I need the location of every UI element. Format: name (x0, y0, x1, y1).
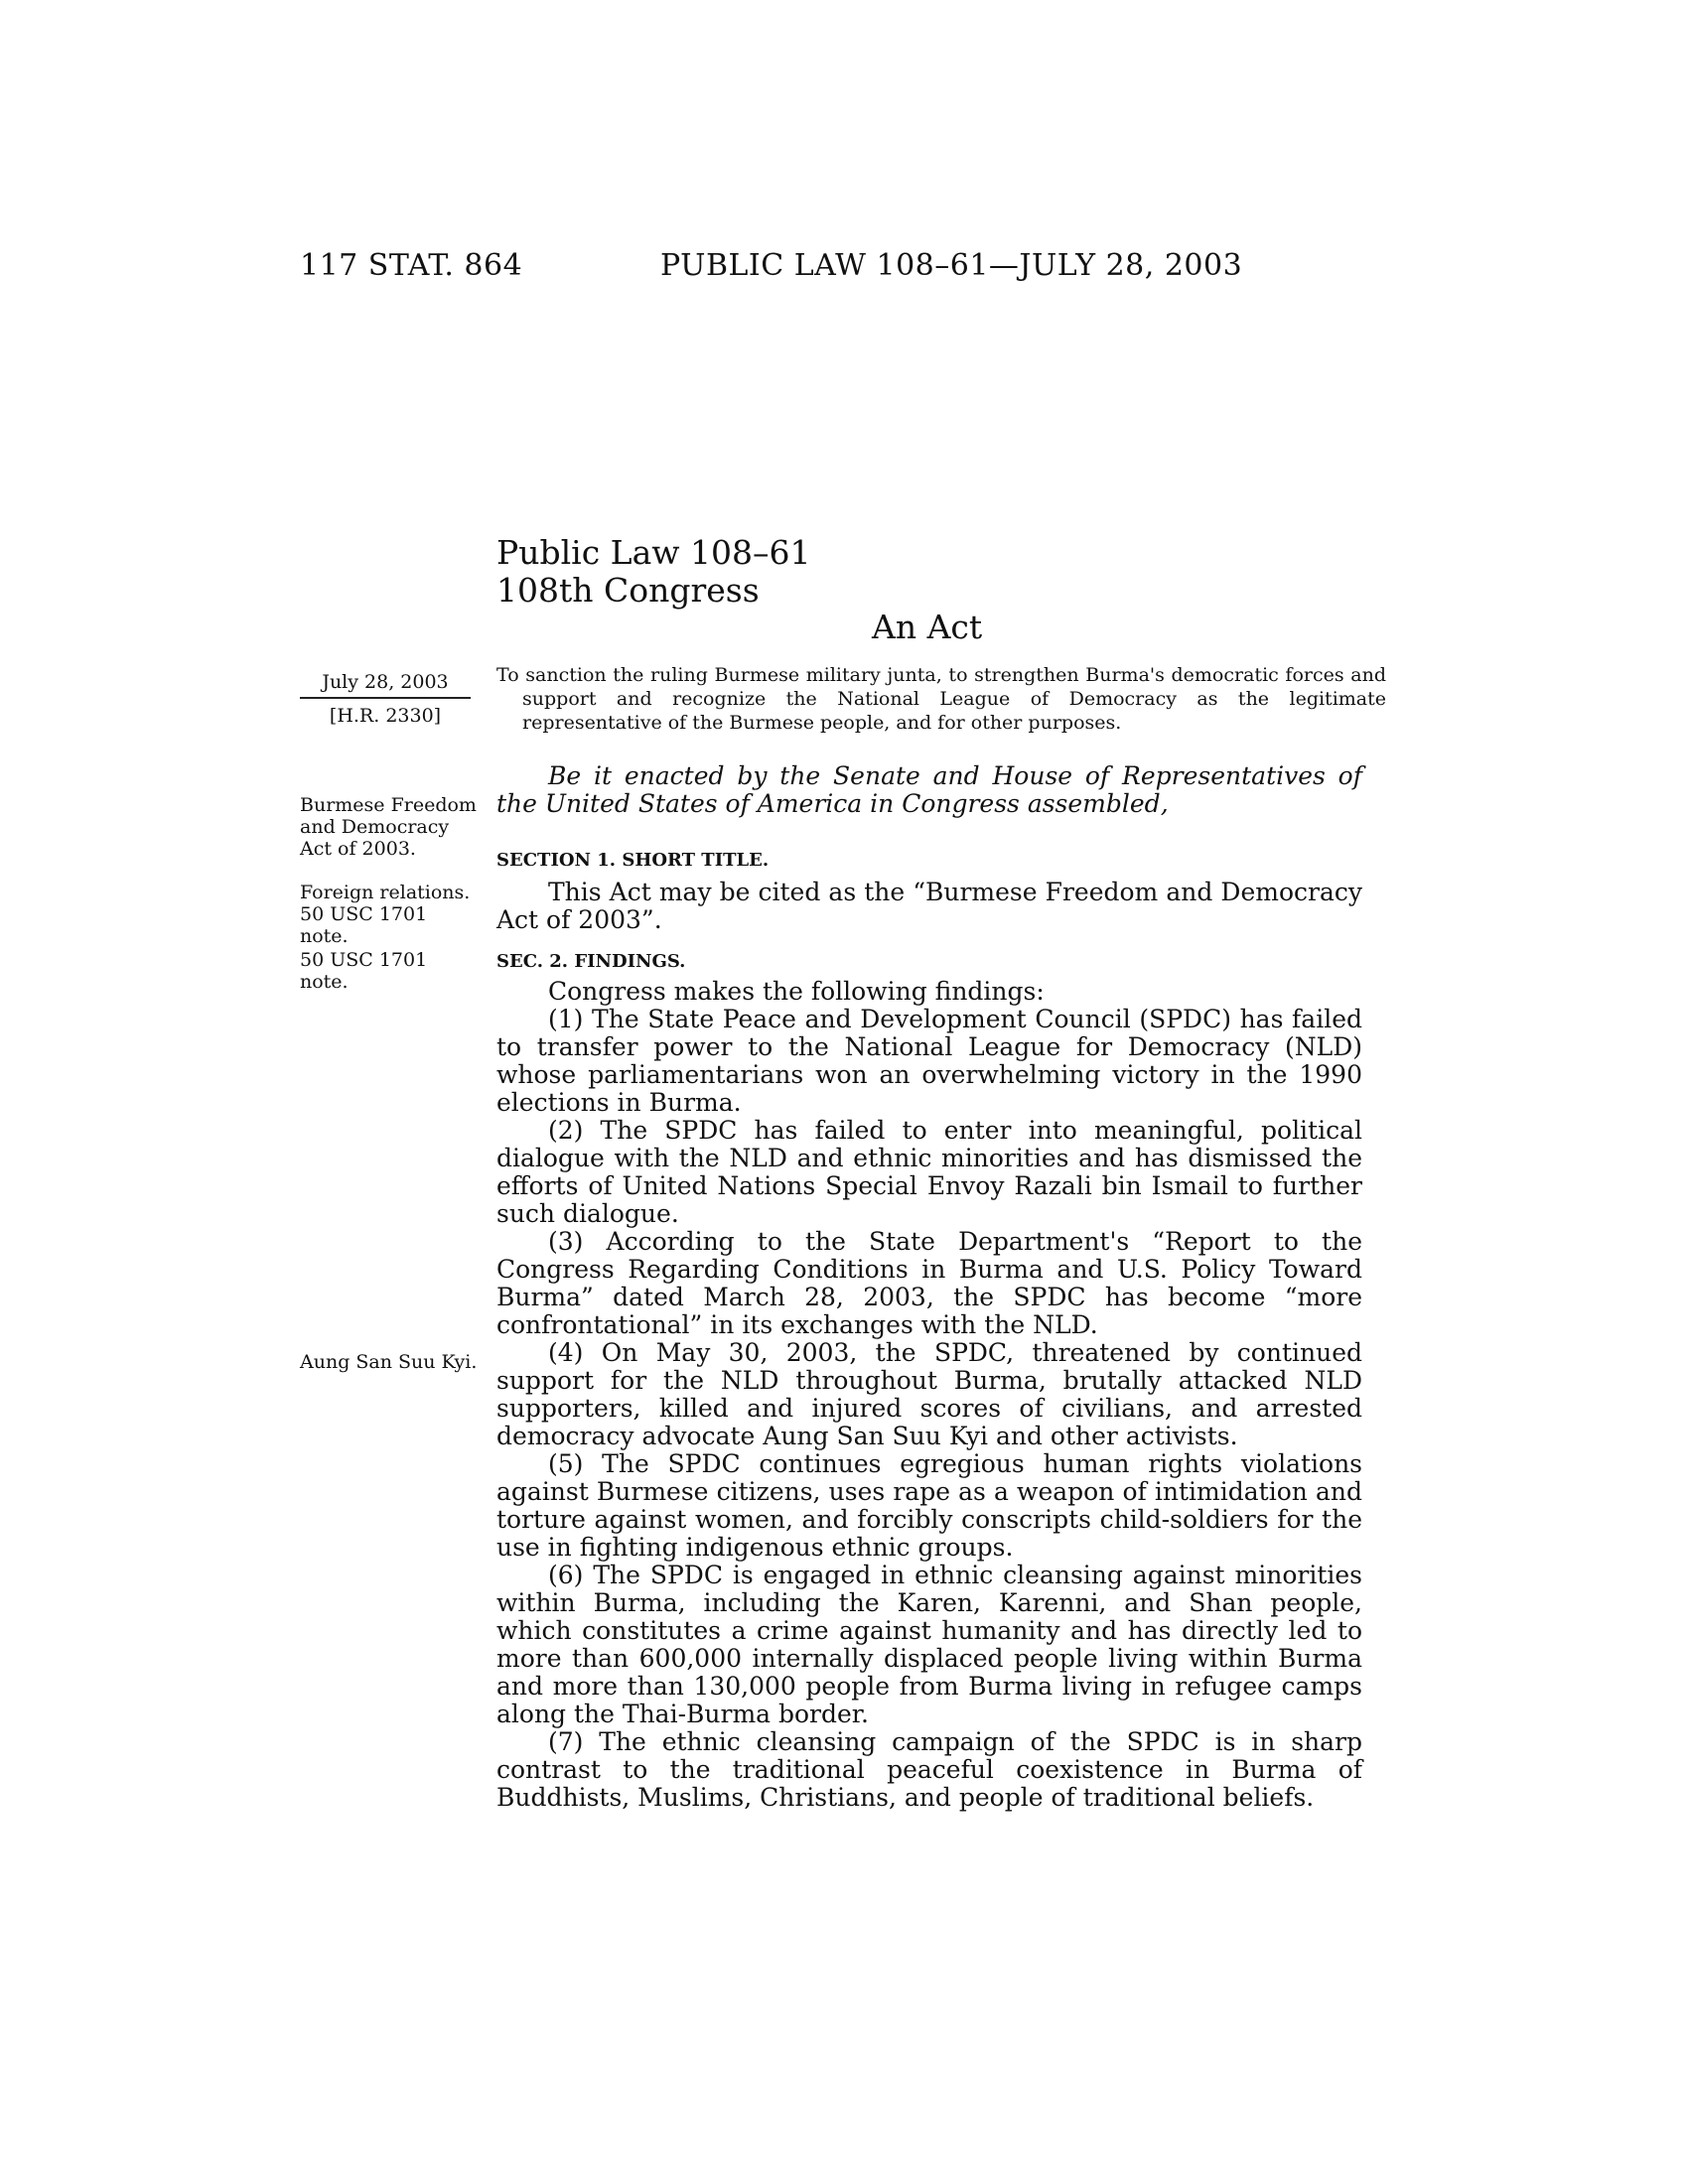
section-1-text: This Act may be cited as the “Burmese Freedom and Democracy Act of 2003”. (496, 878, 1362, 934)
finding-item: (3) According to the State Department's “Report to the Congress Regarding Conditions in Burma and U.S. Policy Toward Burma” dated March 28, 2003, the SPDC has become “more confrontational” in its exchanges with the NLD. (496, 1227, 1362, 1339)
act-heading: An Act (872, 608, 983, 646)
section-1-heading: SECTION 1. SHORT TITLE. (496, 850, 770, 871)
margin-note-subject: Foreign relations. (300, 882, 471, 903)
law-title-block (496, 534, 810, 610)
enacting-clause: Be it enacted by the Senate and House of Representatives of the United States of America in Congress assembled, (496, 761, 1362, 818)
public-law-number: Public Law 108–61 (496, 533, 811, 572)
finding-item: (5) The SPDC continues egregious human rights violations against Burmese citizens, uses rape as a weapon of intimidation and torture against women, and forcibly conscripts child-soldiers for the use in fighting indigenous ethnic groups. (496, 1449, 1362, 1562)
congress-number: 108th Congress (496, 571, 760, 610)
finding-item: (1) The State Peace and Development Council (SPDC) has failed to transfer power to the National League for Democracy (NLD) whose parliamentarians won an overwhelming victory in the 1990 elections in Burma. (496, 1005, 1362, 1117)
margin-note-name: Aung San Suu Kyi. (300, 1351, 478, 1373)
finding-item: (6) The SPDC is engaged in ethnic cleansing against minorities within Burma, including the Karen, Karenni, and Shan people, which constitutes a crime against humanity and has directly led to more than 600,000 internally displaced people living within Burma and more than 130,000 people from Burma living in refugee camps along the Thai-Burma border. (496, 1561, 1362, 1728)
margin-note-short-title: Burmese Freedom and Democracy Act of 2003. (300, 794, 477, 860)
purpose-clause: To sanction the ruling Burmese military junta, to strengthen Burma's democratic forces and support and recognize the National League of Democracy as the legitimate representative of the Burmese people, and for other purposes. (496, 664, 1386, 734)
page-stat-citation: 117 STAT. 864 (300, 248, 523, 283)
bill-number: [H.R. 2330] (329, 705, 442, 727)
enactment-date: July 28, 2003 (300, 671, 471, 699)
findings-lead: Congress makes the following findings: (548, 977, 1045, 1006)
margin-note-usc-1: 50 USC 1701 note. (300, 903, 428, 947)
finding-item: (4) On May 30, 2003, the SPDC, threatened by continued support for the NLD throughout Burma, brutally attacked NLD supporters, killed and injured scores of civilians, and arrested democracy advocate Aung San Suu Kyi and other activists. (496, 1338, 1362, 1450)
findings-list (496, 978, 1362, 1812)
running-header: PUBLIC LAW 108–61—JULY 28, 2003 (660, 248, 1243, 283)
margin-note-usc-2: 50 USC 1701 note. (300, 949, 428, 993)
section-2-heading: SEC. 2. FINDINGS. (496, 951, 686, 972)
finding-item: (2) The SPDC has failed to enter into meaningful, political dialogue with the NLD and ethnic minorities and has dismissed the efforts of United Nations Special Envoy Razali bin Ismail to further such dialogue. (496, 1116, 1362, 1228)
enactment-date-block (300, 671, 471, 727)
finding-item: (7) The ethnic cleansing campaign of the SPDC is in sharp contrast to the traditional peaceful coexistence in Burma of Buddhists, Muslims, Christians, and people of traditional beliefs. (496, 1727, 1362, 1812)
